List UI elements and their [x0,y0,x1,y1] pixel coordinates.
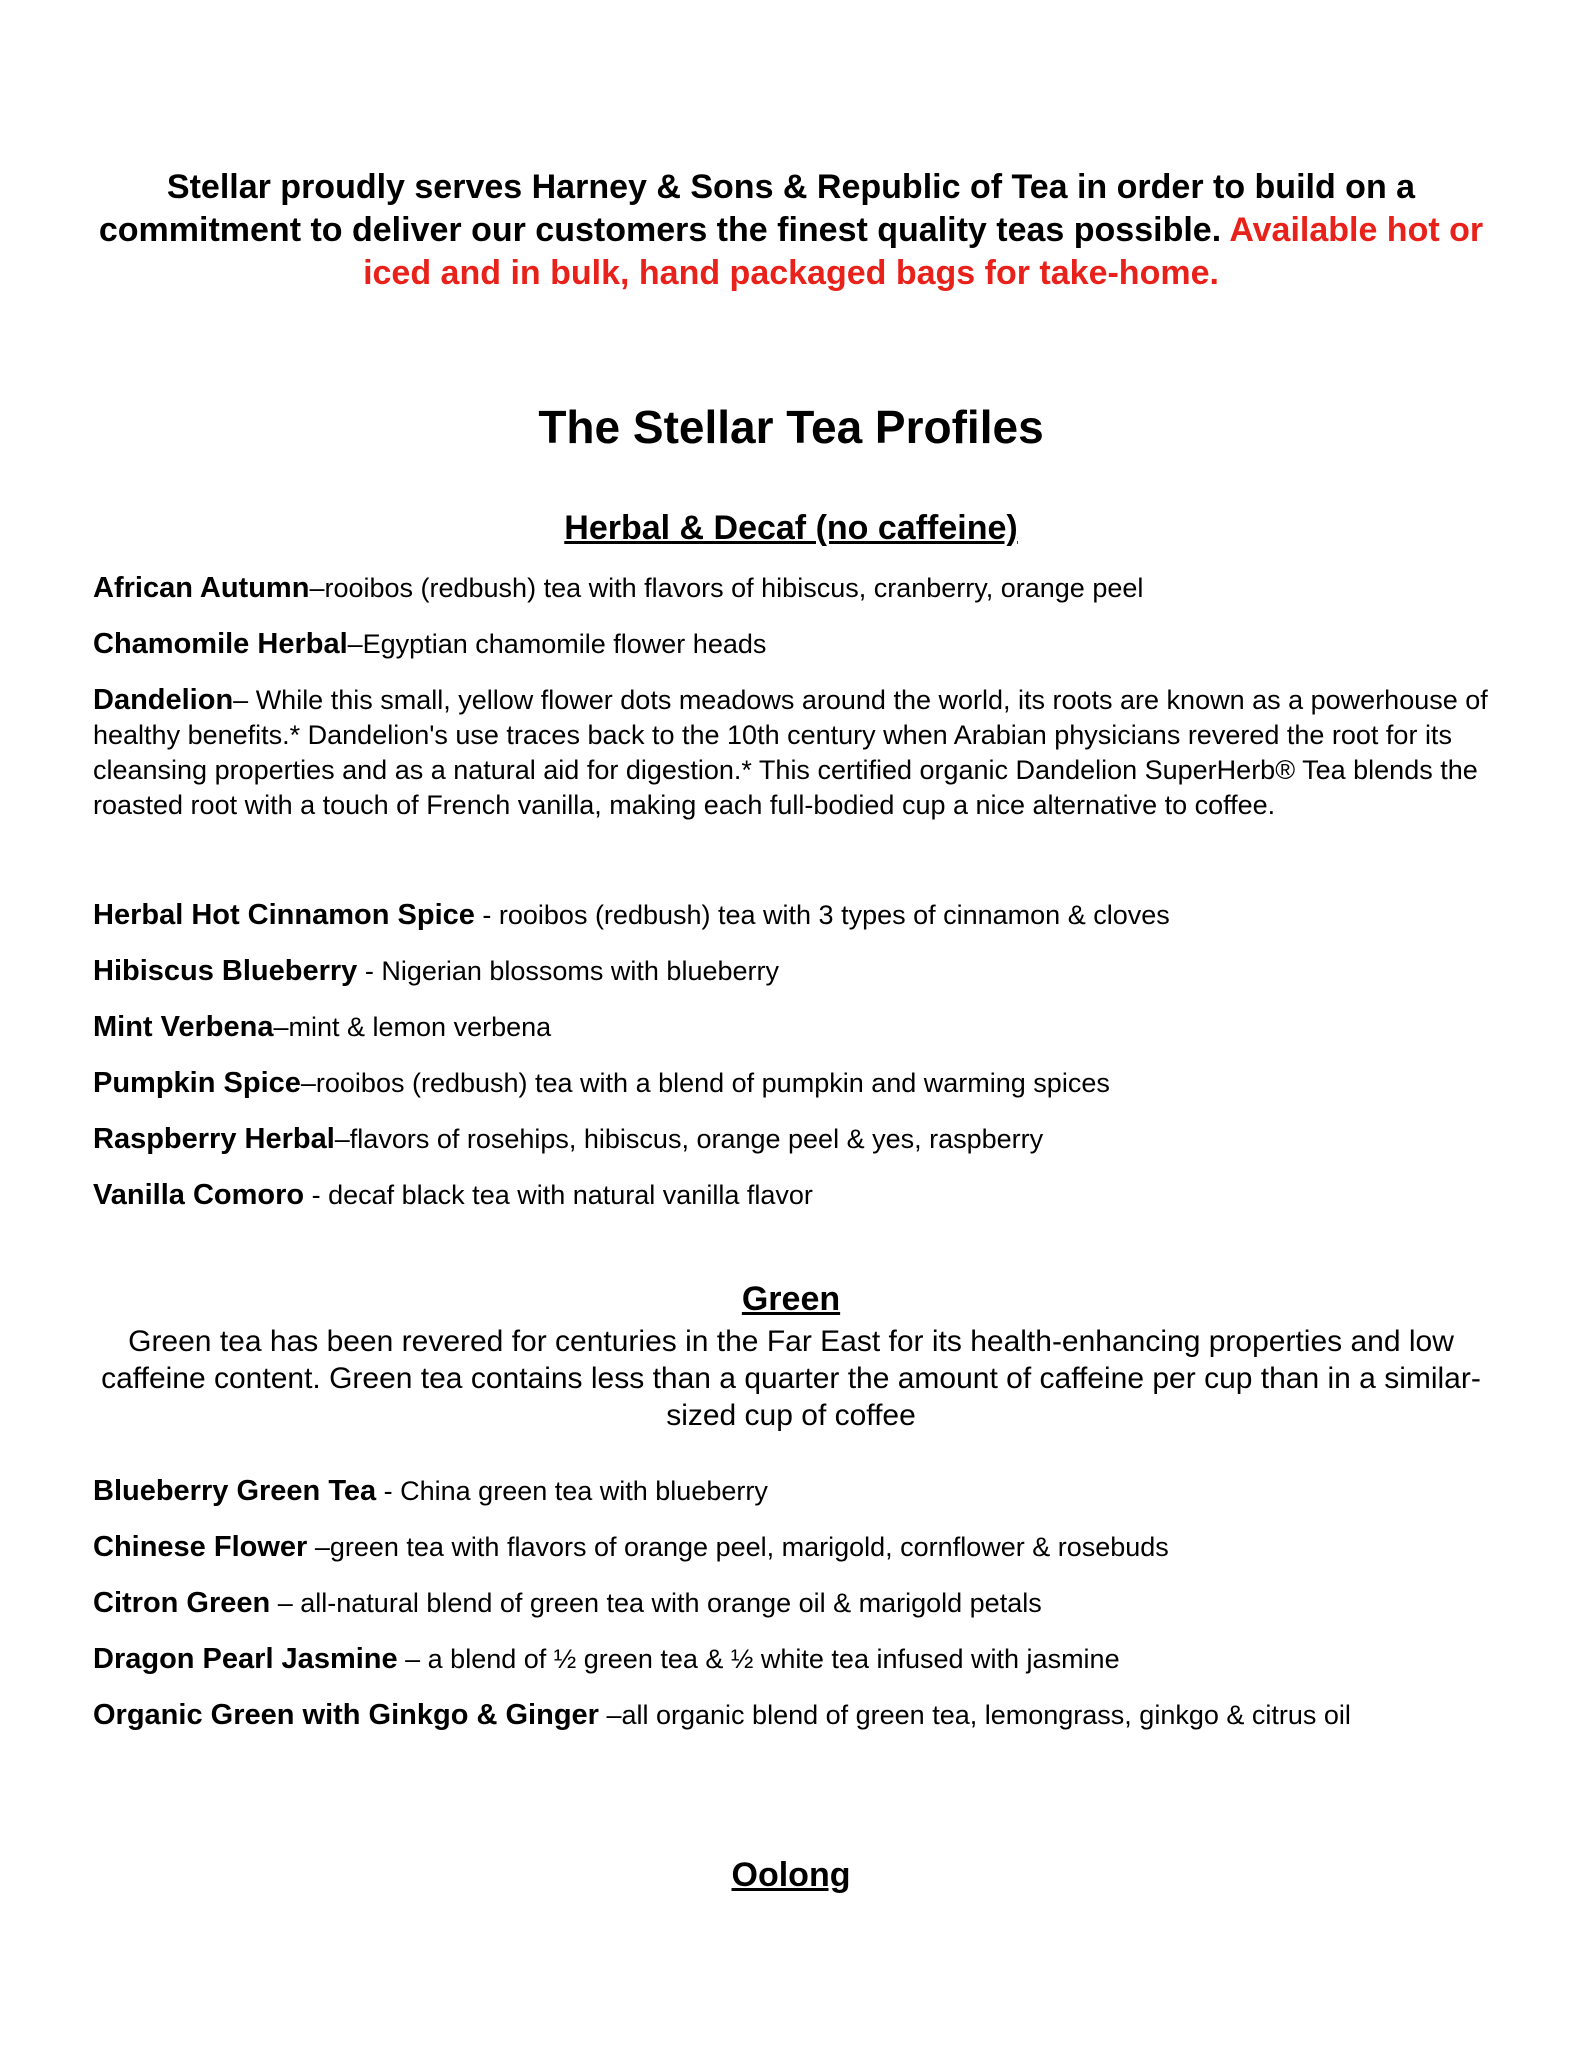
tea-description: –mint & lemon verbena [273,1012,552,1042]
tea-item-blueberry-green-tea [93,1474,1493,1509]
tea-description: –rooibos (redbush) tea with flavors of hibiscus, cranberry, orange peel [309,573,1144,603]
tea-item-organic-green-ginkgo-ginger [93,1698,1493,1733]
tea-description: - Nigerian blossoms with blueberry [357,956,779,986]
tea-description: –green tea with flavors of orange peel, marigold, cornflower & rosebuds [307,1532,1169,1562]
tea-description: - rooibos (redbush) tea with 3 types of cinnamon & cloves [474,900,1170,930]
tea-item-herbal-hot-cinnamon-spice [93,898,1493,933]
tea-item-chinese-flower [93,1530,1493,1565]
tea-name: Raspberry Herbal [93,1123,335,1155]
tea-description: –Egyptian chamomile flower heads [347,629,767,659]
page-title: The Stellar Tea Profiles [538,401,1044,453]
tea-item-african-autumn [93,571,1493,606]
tea-description: –flavors of rosehips, hibiscus, orange peel & yes, raspberry [334,1124,1044,1154]
tea-description: – a blend of ½ green tea & ½ white tea infused with jasmine [397,1644,1120,1674]
tea-item-citron-green [93,1586,1493,1621]
tea-name: Hibiscus Blueberry [93,955,358,987]
tea-name: Citron Green [93,1587,271,1619]
tea-name: Dragon Pearl Jasmine [93,1643,398,1675]
intro-paragraph [80,166,1502,295]
tea-name: Mint Verbena [93,1011,274,1043]
tea-name: Pumpkin Spice [93,1067,301,1099]
tea-description: – all-natural blend of green tea with orange oil & marigold petals [270,1588,1042,1618]
herbal-decaf-heading: Herbal & Decaf (no caffeine) [564,509,1018,547]
tea-item-vanilla-comoro [93,1178,1493,1213]
tea-item-pumpkin-spice [93,1066,1493,1101]
tea-name: Blueberry Green Tea [93,1475,377,1507]
green-description: Green tea has been revered for centuries in the Far East for its health-enhancing properties and low caffeine content. Green tea contains less than a quarter the amount of caffeine per cup than in a similar-sized cup of coffee [101,1325,1481,1432]
tea-name: Vanilla Comoro [93,1179,305,1211]
tea-description: - China green tea with blueberry [376,1476,768,1506]
availability-note: Available hot or iced and in bulk, hand packaged bags for take-home. [363,211,1484,292]
green-list [93,1474,1493,1754]
tea-name: Chinese Flower [93,1531,308,1563]
tea-item-mint-verbena [93,1010,1493,1045]
tea-item-hibiscus-blueberry [93,954,1493,989]
tea-item-dandelion [93,683,1493,823]
tea-name: Dandelion [93,684,234,716]
tea-description: - decaf black tea with natural vanilla flavor [304,1180,813,1210]
tea-name: Chamomile Herbal [93,628,348,660]
tea-name: African Autumn [93,572,310,604]
tea-item-dragon-pearl-jasmine [93,1642,1493,1677]
tea-name: Herbal Hot Cinnamon Spice [93,899,475,931]
herbal-list-part-1 [93,571,1493,844]
tea-description: –all organic blend of green tea, lemongrass, ginkgo & citrus oil [598,1700,1351,1730]
tea-name: Organic Green with Ginkgo & Ginger [93,1699,599,1731]
intro-text: Stellar proudly serves Harney & Sons & Republic of Tea in order to build on a commitment to deliver our customers the finest quality teas possible. [98,168,1416,249]
oolong-heading: Oolong [731,1856,851,1894]
tea-description: –rooibos (redbush) tea with a blend of pumpkin and warming spices [300,1068,1110,1098]
tea-description: – While this small, yellow flower dots meadows around the world, its roots are known as a powerhouse of healthy benefits.* Dandelion's use traces back to the 10th century when Arabian physicians revered the root for its cleansing properties and as a natural aid for digestion.* This certified organic Dandelion SuperHerb® Tea blends the roasted root with a touch of French vanilla, making each full-bodied cup a nice alternative to coffee. [93,685,1488,820]
herbal-list-part-2 [93,898,1493,1234]
tea-item-chamomile-herbal [93,627,1493,662]
green-heading: Green [741,1280,841,1318]
tea-item-raspberry-herbal [93,1122,1493,1157]
